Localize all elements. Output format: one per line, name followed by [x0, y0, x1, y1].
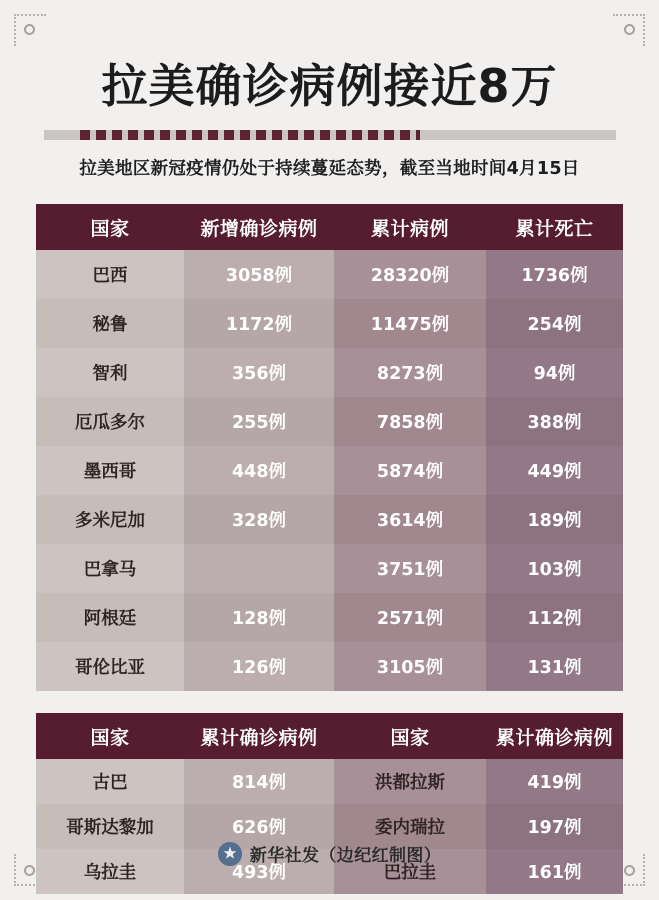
table-row	[36, 759, 623, 804]
cell-total-cases: 3105例	[334, 642, 486, 691]
column-header-total-cases: 累计病例	[334, 204, 486, 250]
cell-total-deaths: 94例	[486, 348, 623, 397]
cell-total-deaths: 388例	[486, 397, 623, 446]
cell-new-cases: 255例	[184, 397, 334, 446]
column-header-new-cases: 新增确诊病例	[184, 204, 334, 250]
xinhua-logo-icon	[218, 842, 242, 866]
divider-dashes	[80, 130, 420, 140]
table-row	[36, 397, 623, 446]
column-header-country-left: 国家	[36, 713, 184, 759]
cell-country: 多米尼加	[36, 495, 184, 544]
cell-total-confirmed-left: 626例	[184, 804, 334, 849]
cell-total-deaths: 103例	[486, 544, 623, 593]
cell-total-deaths: 449例	[486, 446, 623, 495]
cell-country-right: 巴拉圭	[334, 849, 486, 894]
cell-country: 巴拿马	[36, 544, 184, 593]
table-row	[36, 495, 623, 544]
cell-country: 秘鲁	[36, 299, 184, 348]
cell-total-confirmed-right: 419例	[486, 759, 623, 804]
cell-country-right: 委内瑞拉	[334, 804, 486, 849]
cell-total-deaths: 189例	[486, 495, 623, 544]
cell-country: 厄瓜多尔	[36, 397, 184, 446]
column-header-total-confirmed-right: 累计确诊病例	[486, 713, 623, 759]
table-row	[36, 446, 623, 495]
cell-total-confirmed-left: 493例	[184, 849, 334, 894]
footer-credit	[0, 841, 659, 866]
table-row	[36, 299, 623, 348]
cell-total-cases: 3751例	[334, 544, 486, 593]
cell-country-left: 乌拉圭	[36, 849, 184, 894]
cell-total-cases: 5874例	[334, 446, 486, 495]
column-header-country: 国家	[36, 204, 184, 250]
column-header-total-deaths: 累计死亡	[486, 204, 623, 250]
table-row	[36, 642, 623, 691]
cell-country-left: 哥斯达黎加	[36, 804, 184, 849]
cell-total-deaths: 1736例	[486, 250, 623, 299]
cell-new-cases: 1172例	[184, 299, 334, 348]
cell-new-cases	[184, 544, 334, 593]
footer-text: 新华社发（边纪红制图）	[249, 846, 442, 866]
column-header-country-right: 国家	[334, 713, 486, 759]
corner-dot-bottom-right	[624, 865, 635, 876]
page-title: 拉美确诊病例接近8万	[101, 59, 558, 113]
cell-country-left: 古巴	[36, 759, 184, 804]
table-header-row	[36, 713, 623, 759]
cell-new-cases: 448例	[184, 446, 334, 495]
title-divider	[44, 130, 616, 140]
cell-total-cases: 3614例	[334, 495, 486, 544]
cell-country-right: 洪都拉斯	[334, 759, 486, 804]
cell-country: 智利	[36, 348, 184, 397]
cell-country: 哥伦比亚	[36, 642, 184, 691]
cell-country: 阿根廷	[36, 593, 184, 642]
cell-total-cases: 8273例	[334, 348, 486, 397]
main-data-table	[36, 204, 623, 691]
secondary-data-table	[36, 713, 623, 894]
cell-new-cases: 128例	[184, 593, 334, 642]
cell-new-cases: 3058例	[184, 250, 334, 299]
cell-total-confirmed-right: 197例	[486, 804, 623, 849]
cell-total-deaths: 112例	[486, 593, 623, 642]
cell-total-confirmed-right: 161例	[486, 849, 623, 894]
corner-dot-top-right	[624, 24, 635, 35]
cell-total-cases: 2571例	[334, 593, 486, 642]
cell-total-cases: 7858例	[334, 397, 486, 446]
cell-country: 墨西哥	[36, 446, 184, 495]
table-row	[36, 544, 623, 593]
table-row	[36, 593, 623, 642]
cell-new-cases: 126例	[184, 642, 334, 691]
table-row	[36, 250, 623, 299]
corner-dot-top-left	[24, 24, 35, 35]
cell-country: 巴西	[36, 250, 184, 299]
cell-total-cases: 11475例	[334, 299, 486, 348]
column-header-total-confirmed-left: 累计确诊病例	[184, 713, 334, 759]
corner-dot-bottom-left	[24, 865, 35, 876]
cell-total-deaths: 254例	[486, 299, 623, 348]
cell-total-confirmed-left: 814例	[184, 759, 334, 804]
cell-total-deaths: 131例	[486, 642, 623, 691]
table-header-row	[36, 204, 623, 250]
cell-total-cases: 28320例	[334, 250, 486, 299]
subtitle: 拉美地区新冠疫情仍处于持续蔓延态势，截至当地时间4月15日	[79, 159, 580, 179]
cell-new-cases: 356例	[184, 348, 334, 397]
table-row	[36, 348, 623, 397]
cell-new-cases: 328例	[184, 495, 334, 544]
